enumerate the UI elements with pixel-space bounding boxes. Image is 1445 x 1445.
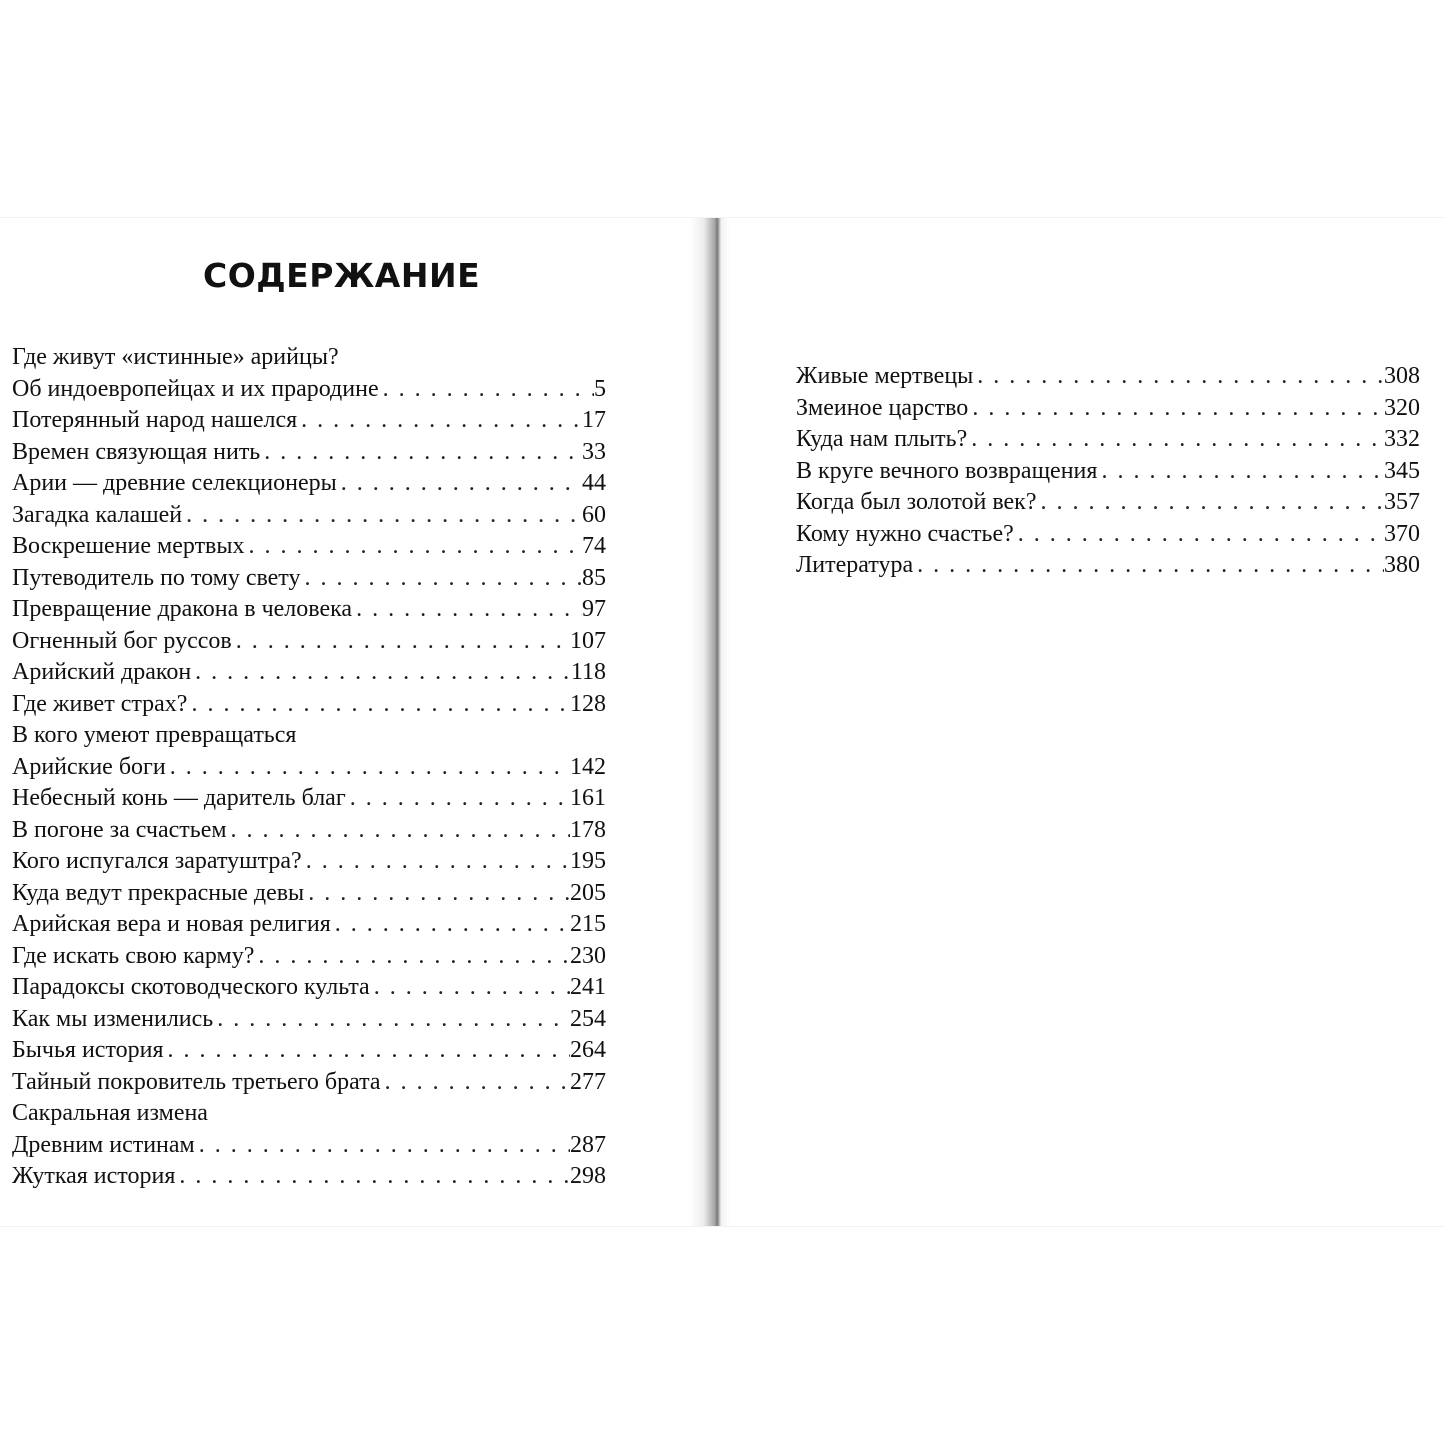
toc-dot-leader <box>337 468 582 500</box>
toc-entry-title: Куда ведут прекрасные девы <box>12 879 305 906</box>
toc-dot-leader <box>300 563 582 595</box>
toc-entry-page-number: 60 <box>582 501 606 528</box>
toc-entry-page-number: 264 <box>570 1037 606 1063</box>
toc-entry-title: Арийская вера и новая религия <box>12 911 331 937</box>
toc-entry-title: Арийские боги <box>12 753 166 780</box>
toc-entry-title: Огненный бог руссов <box>12 627 232 654</box>
toc-entry <box>0 1035 606 1067</box>
toc-dot-leader <box>304 878 570 910</box>
toc-dot-leader <box>913 550 1384 582</box>
toc-entry-title: Где живут «истинные» арийцы? <box>12 344 339 370</box>
toc-entry <box>0 1067 606 1099</box>
toc-entry-title: Куда нам плыть? <box>796 426 968 452</box>
toc-dot-leader <box>227 815 570 847</box>
toc-entry <box>0 374 606 406</box>
toc-entry-page-number: 85 <box>582 564 606 591</box>
toc-dot-leader <box>370 972 570 1004</box>
toc-entry-page-number: 33 <box>582 438 606 465</box>
toc-entry-title: В кого умеют превращаться <box>12 722 297 748</box>
toc-entry-page-number: 298 <box>570 1163 606 1189</box>
toc-dot-leader <box>213 1004 570 1036</box>
toc-entry-page-number: 44 <box>582 470 606 496</box>
toc-entry <box>0 689 606 721</box>
toc-entry-page-number: 161 <box>570 785 606 811</box>
page-title: СОДЕРЖАНИЕ <box>203 256 481 295</box>
toc-dot-leader <box>379 374 594 406</box>
toc-entry <box>0 626 606 658</box>
toc-entry-title: Когда был золотой век? <box>796 489 1037 515</box>
toc-entry-title: Змеиное царство <box>796 394 969 421</box>
toc-entry-title: Арийский дракон <box>12 659 192 685</box>
toc-dot-leader <box>164 1035 570 1067</box>
toc-entry-title: Где искать свою карму? <box>12 942 255 969</box>
toc-dot-leader <box>187 689 570 721</box>
toc-entry <box>0 468 606 500</box>
toc-entry <box>0 846 606 878</box>
toc-entry <box>0 909 606 941</box>
toc-entry <box>0 1004 606 1036</box>
toc-entry-title: Древним истинам <box>12 1131 195 1158</box>
toc-entry-page-number: 107 <box>570 627 606 654</box>
toc-entry <box>0 594 606 626</box>
toc-entry <box>0 657 606 689</box>
toc-entry-page-number: 5 <box>594 375 606 402</box>
toc-entry-title: Литература <box>796 552 914 578</box>
toc-dot-leader <box>331 909 570 941</box>
toc-left-column <box>0 342 606 1193</box>
toc-entry-title: Жуткая история <box>12 1163 176 1189</box>
toc-entry <box>0 720 606 752</box>
toc-entry <box>0 1130 606 1162</box>
toc-dot-leader <box>232 626 570 658</box>
toc-dot-leader <box>260 437 582 469</box>
toc-entry <box>796 361 1420 393</box>
toc-entry-page-number: 345 <box>1384 457 1420 484</box>
toc-entry-title: Превращение дракона в человека <box>12 596 353 622</box>
toc-entry-title: Тайный покровитель третьего брата <box>12 1068 381 1095</box>
toc-entry-page-number: 74 <box>582 533 606 559</box>
toc-entry-title: Где живет страх? <box>12 690 188 717</box>
toc-entry-page-number: 332 <box>1384 426 1420 452</box>
toc-entry <box>0 783 606 815</box>
toc-dot-leader <box>195 1130 570 1162</box>
toc-entry-title: Потерянный народ нашелся <box>12 407 298 433</box>
toc-dot-leader <box>191 657 571 689</box>
toc-entry <box>0 815 606 847</box>
toc-entry <box>0 1161 606 1193</box>
toc-entry-title: Бычья история <box>12 1037 164 1063</box>
toc-entry-title: Путеводитель по тому свету <box>12 564 301 591</box>
toc-entry <box>796 519 1420 551</box>
toc-dot-leader <box>1037 487 1385 519</box>
toc-entry <box>796 424 1420 456</box>
toc-entry <box>0 752 606 784</box>
toc-entry-page-number: 128 <box>570 690 606 717</box>
toc-entry <box>0 972 606 1004</box>
toc-dot-leader <box>967 424 1384 456</box>
toc-entry-page-number: 178 <box>570 816 606 843</box>
toc-dot-leader <box>1014 519 1384 551</box>
toc-dot-leader <box>245 531 582 563</box>
toc-entry-title: Воскрешение мертвых <box>12 533 245 559</box>
toc-entry-page-number: 287 <box>570 1131 606 1158</box>
toc-entry-page-number: 142 <box>570 753 606 780</box>
toc-entry-page-number: 205 <box>570 879 606 906</box>
toc-entry <box>0 531 606 563</box>
toc-right-column <box>796 361 1420 582</box>
toc-entry-page-number: 17 <box>582 407 606 433</box>
toc-dot-leader <box>346 783 570 815</box>
toc-entry <box>0 342 606 374</box>
toc-entry <box>796 393 1420 425</box>
toc-dot-leader <box>166 752 570 784</box>
toc-entry <box>0 563 606 595</box>
toc-entry-title: Загадка калашей <box>12 501 183 528</box>
toc-entry <box>796 456 1420 488</box>
toc-entry-title: Арии — древние селекционеры <box>12 470 337 496</box>
toc-entry-title: Живые мертвецы <box>796 363 974 389</box>
toc-entry-page-number: 277 <box>570 1068 606 1095</box>
toc-entry-page-number: 308 <box>1384 363 1420 389</box>
toc-entry-title: Кому нужно счастье? <box>796 520 1014 547</box>
toc-dot-leader <box>182 500 582 532</box>
toc-entry-page-number: 241 <box>570 974 606 1000</box>
toc-dot-leader <box>297 405 582 437</box>
toc-entry-title: Об индоевропейцах и их прародине <box>12 375 379 402</box>
toc-entry-page-number: 97 <box>582 596 606 622</box>
toc-dot-leader <box>968 393 1384 425</box>
toc-entry-title: Сакральная измена <box>12 1100 208 1126</box>
toc-dot-leader <box>302 846 570 878</box>
toc-dot-leader <box>381 1067 570 1099</box>
toc-entry-page-number: 370 <box>1384 520 1420 547</box>
toc-dot-leader <box>254 941 570 973</box>
toc-entry-page-number: 215 <box>570 911 606 937</box>
book-spread <box>0 218 1445 1226</box>
toc-entry <box>796 487 1420 519</box>
toc-entry-title: В круге вечного возвращения <box>796 457 1098 484</box>
toc-entry-title: Небесный конь — даритель благ <box>12 785 346 811</box>
toc-entry-page-number: 320 <box>1384 394 1420 421</box>
toc-entry <box>0 500 606 532</box>
toc-entry-title: Времен связующая нить <box>12 438 261 465</box>
toc-entry <box>0 437 606 469</box>
book-gutter <box>690 218 730 1226</box>
toc-entry-page-number: 230 <box>570 942 606 969</box>
toc-entry <box>0 878 606 910</box>
toc-entry-title: Как мы изменились <box>12 1005 214 1032</box>
toc-entry-title: Кого испугался заратуштра? <box>12 848 302 874</box>
toc-entry <box>0 405 606 437</box>
toc-entry-page-number: 357 <box>1384 489 1420 515</box>
toc-dot-leader <box>1097 456 1384 488</box>
toc-entry-page-number: 195 <box>570 848 606 874</box>
toc-entry-page-number: 380 <box>1384 552 1420 578</box>
toc-entry <box>0 1098 606 1130</box>
toc-dot-leader <box>175 1161 570 1193</box>
toc-entry-title: Парадоксы скотоводческого культа <box>12 974 370 1000</box>
toc-entry-page-number: 118 <box>570 659 606 685</box>
toc-entry-title: В погоне за счастьем <box>12 816 227 843</box>
toc-entry <box>0 941 606 973</box>
toc-dot-leader <box>973 361 1384 393</box>
toc-dot-leader <box>352 594 582 626</box>
toc-entry-page-number: 254 <box>570 1005 606 1032</box>
toc-entry <box>796 550 1420 582</box>
